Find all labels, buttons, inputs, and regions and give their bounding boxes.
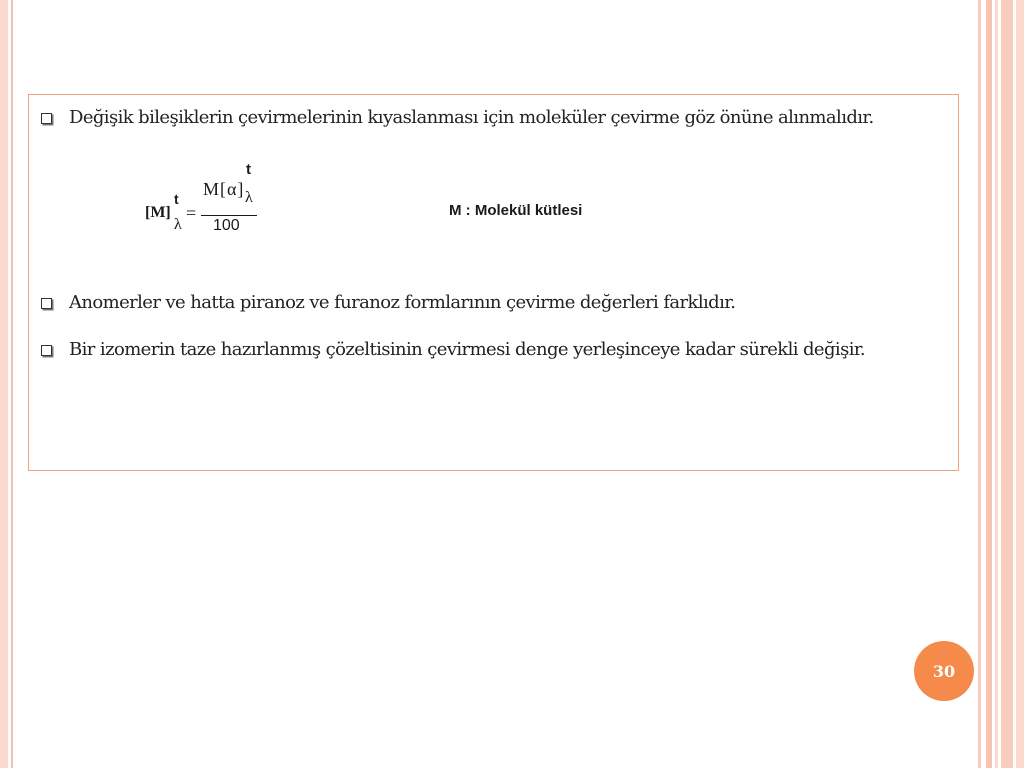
formula-numerator: M[α] bbox=[203, 179, 245, 199]
left-decorative-stripe bbox=[0, 0, 8, 768]
bullet-text: Anomerler ve hatta piranoz ve furanoz formlarının çevirme değerleri farklıdır. bbox=[69, 292, 736, 313]
bullet-text: Bir izomerin taze hazırlanmış çözeltisinin çevirmesi denge yerleşinceye kadar sürekli değişir. bbox=[69, 339, 866, 360]
right-decorative-stripe bbox=[1016, 0, 1024, 768]
formula-fraction-line bbox=[201, 215, 257, 216]
formula-subscript: λ bbox=[174, 216, 182, 233]
formula-superscript: t bbox=[174, 191, 179, 207]
right-decorative-stripe bbox=[978, 0, 981, 768]
formula-denominator: 100 bbox=[213, 217, 240, 234]
left-decorative-line bbox=[11, 0, 13, 768]
checkbox-bullet-icon bbox=[41, 298, 52, 309]
right-decorative-stripe bbox=[995, 0, 998, 768]
checkbox-bullet-icon bbox=[41, 113, 52, 124]
bullet-text: Değişik bileşiklerin çevirmelerinin kıyaslanması için moleküler çevirme göz önüne alınmalıdır. bbox=[69, 107, 874, 128]
formula-numerator-superscript: t bbox=[246, 161, 251, 178]
bullet-item bbox=[41, 107, 874, 128]
formula-equals: = bbox=[186, 203, 197, 223]
right-decorative-stripe bbox=[1001, 0, 1013, 768]
molecular-mass-label: M : Molekül kütlesi bbox=[449, 202, 583, 219]
bullet-item bbox=[41, 292, 735, 313]
checkbox-bullet-icon bbox=[41, 345, 52, 356]
formula-numerator-subscript: λ bbox=[245, 189, 253, 206]
molecular-rotation-formula bbox=[145, 161, 285, 239]
page-number-badge: 30 bbox=[914, 641, 974, 701]
right-decorative-stripe bbox=[986, 0, 992, 768]
bullet-item bbox=[41, 339, 865, 360]
formula-lhs: [M] bbox=[145, 204, 171, 221]
content-box bbox=[28, 94, 959, 471]
